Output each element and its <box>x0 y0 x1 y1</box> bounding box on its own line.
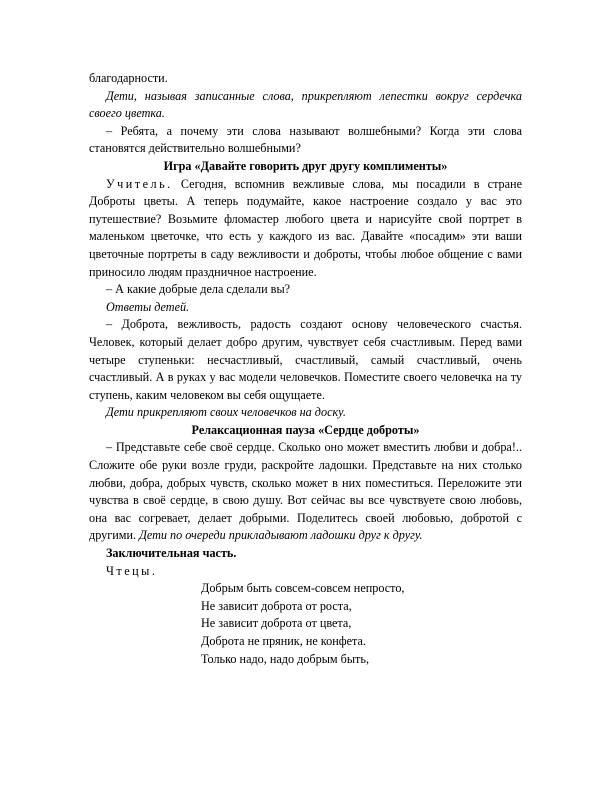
teacher-label: Учитель. <box>106 176 173 191</box>
children-answers: Ответы детей. <box>106 299 190 314</box>
paragraph-continuation: благодарности. <box>89 71 168 85</box>
poem-line: Не зависит доброта от роста, <box>201 598 352 613</box>
poem-line: Добрым быть совсем-совсем непросто, <box>201 581 405 596</box>
poem-line: Только надо, надо добрым быть, <box>201 651 369 666</box>
question-magic-words: – Ребята, а почему эти слова называют волшебными? Когда эти слова становятся действительно волшебными? <box>89 123 522 156</box>
heading-final-part: Заключительная часть. <box>106 546 237 561</box>
heading-relaxation-pause: Релаксационная пауза «Сердце доброты» <box>191 422 420 437</box>
question-good-deeds: – А какие добрые дела сделали вы? <box>106 282 291 297</box>
instruction-board: Дети прикрепляют своих человечков на доску. <box>106 405 346 420</box>
poem-line: Не зависит доброта от цвета, <box>201 616 352 631</box>
readers-label: Чтецы. <box>106 563 158 578</box>
document-body <box>89 70 522 668</box>
teacher-paragraph <box>89 176 522 282</box>
heading-compliments-game: Игра «Давайте говорить друг другу комплименты» <box>163 158 448 173</box>
instruction-petals: Дети, называя записанные слова, прикрепляют лепестки вокруг сердечка своего цветка. <box>89 88 522 121</box>
pause-text: – Представьте себе своё сердце. Сколько оно может вместить любви и добра!.. Сложите обе руки возле груди, раскройте ладошки. Представьте на них столько любви, добра, добрых чувств, сколько может в них поместиться. Переложите эти чувства в своё сердце, в свою душу. Вот сейчас вы все чувствуете свою любовь, она вас согревает, делает добрыми. Поделитесь своей любовью, добротой с другими. <box>89 440 522 543</box>
poem-line: Доброта не пряник, не конфета. <box>201 634 366 648</box>
pause-instruction: Дети по очереди прикладывают ладошки друг к другу. <box>139 528 423 543</box>
teacher-text: Сегодня, вспомнив вежливые слова, мы посадили в стране Доброты цветы. А теперь подумайте, какое настроение создало у вас это путешествие? Возьмите фломастер любого цвета и нарисуйте свой портрет в маленьком цветочке, что есть у каждого из вас. Давайте «посадим» эти ваши цветочные портреты в саду вежливости и доброты, чтобы любое общение с вами приносило людям праздничное настроение. <box>89 176 522 279</box>
pause-paragraph <box>89 439 522 545</box>
kindness-paragraph: – Доброта, вежливость, радость создают основу человеческого счастья. Человек, который делает добро другим, чувствует себя счастливым. Перед вами четыре ступеньки: несчастливый, счастливый, самый счастливый, очень счастливый. А в руках у вас модели человечков. Поместите своего человечка на ту ступень, каким человеком вы себя ощущаете. <box>89 317 522 402</box>
